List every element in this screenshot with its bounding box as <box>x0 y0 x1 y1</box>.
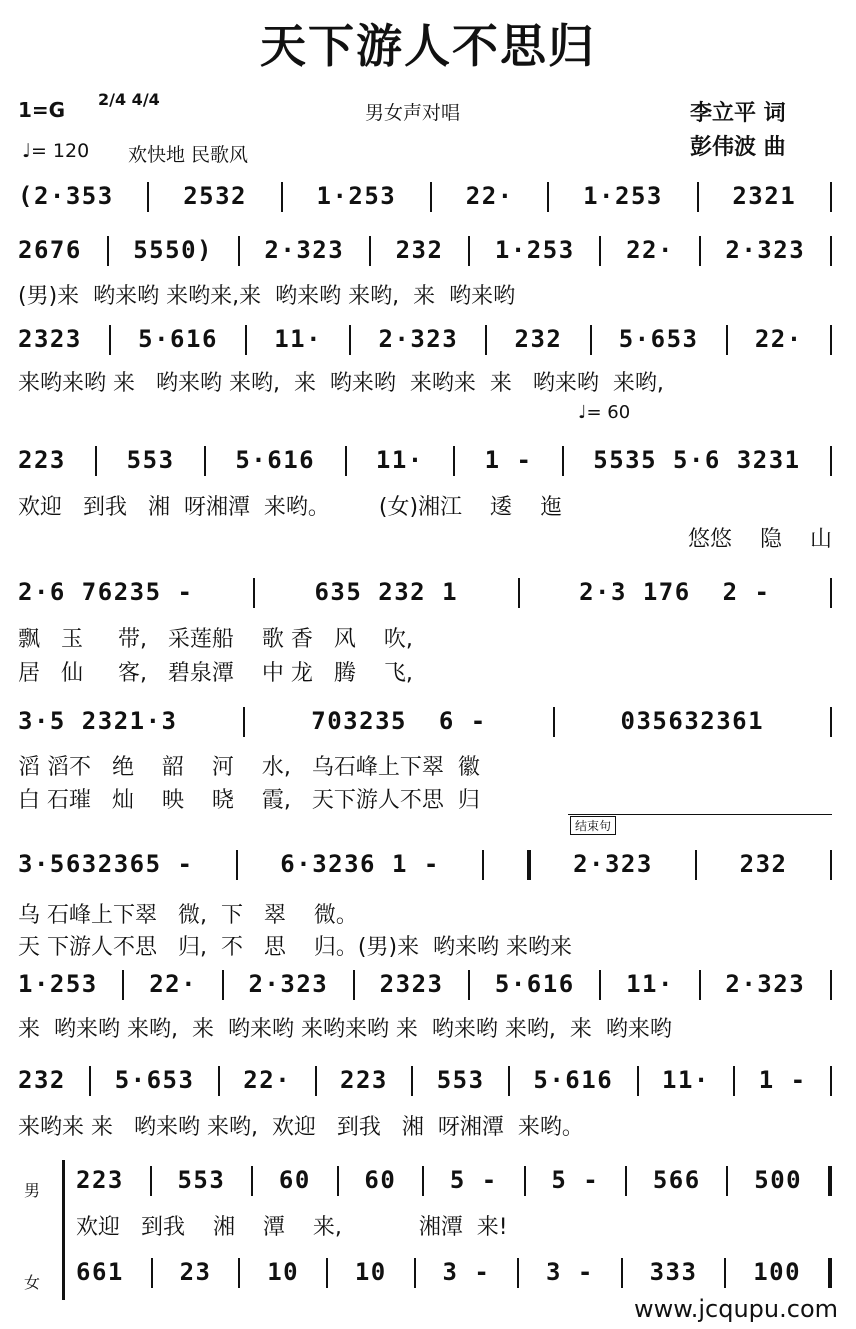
measure: 5·616 <box>235 446 316 474</box>
measure: 232 <box>395 236 444 264</box>
measure: 100 <box>753 1258 802 1286</box>
notation-row-4 <box>18 446 832 478</box>
lyric-line-verse2: 白 石璀 灿 映 晓 霞, 天下游人不思 归 <box>18 788 480 813</box>
measure: 2·3 176 2 - <box>579 578 771 606</box>
lyric-line: 来 哟来哟 来哟, 来 哟来哟 来哟来哟 来 哟来哟 来哟, 来 哟来哟 <box>18 1017 672 1042</box>
measure: 635 232 1 <box>314 578 459 606</box>
measure: 1·253 <box>583 182 663 210</box>
measure: 3·5 2321·3 <box>18 707 178 735</box>
lyric-line: 欢迎 到我 湘 呀湘潭 来哟。 (女)湘江 逶 迤 <box>18 495 562 520</box>
measure: 553 <box>126 446 175 474</box>
lyric-line: 乌 石峰上下翠 微, 下 翠 微。 <box>18 903 358 928</box>
measure: 3·5632365 - <box>18 850 194 878</box>
notation-row-female <box>76 1258 832 1290</box>
system-bracket <box>62 1160 65 1300</box>
measure: 10 <box>354 1258 387 1286</box>
measure: 661 <box>76 1258 124 1286</box>
measure: 2·323 <box>725 236 806 264</box>
notation-row-male <box>76 1166 832 1198</box>
measure: 232 <box>18 1066 66 1094</box>
measure: 11· <box>274 325 323 353</box>
measure: 1 - <box>758 1066 807 1094</box>
measure: 553 <box>436 1066 485 1094</box>
measure: 6·3236 1 - <box>280 850 440 878</box>
measure: 2321 <box>732 182 797 210</box>
measure: 232 <box>739 850 788 878</box>
lyric-line: 来哟来哟 来 哟来哟 来哟, 来 哟来哟 来哟来 来 哟来哟 来哟, <box>18 371 664 396</box>
tempo-marking: ♩= 120 <box>22 140 90 162</box>
measure: 5550) <box>133 236 213 264</box>
measure: 566 <box>652 1166 701 1194</box>
lyric-line-verse2: 天 下游人不思 归, 不 思 归。(男)来 哟来哟 来哟来 <box>18 935 573 960</box>
measure: 232 <box>514 325 563 353</box>
notation-row-8 <box>18 970 832 1002</box>
measure: 11· <box>662 1066 710 1094</box>
notation-row-2 <box>18 236 832 268</box>
measure: 22· <box>626 236 674 264</box>
measure: 1·253 <box>18 970 98 998</box>
measure: 2676 <box>18 236 82 264</box>
measure: 5·653 <box>114 1066 195 1094</box>
measure: 22· <box>243 1066 292 1094</box>
part-label-female: 女 <box>24 1273 41 1292</box>
tempo-change: ♩= 60 <box>578 402 631 423</box>
measure: 22· <box>465 182 514 210</box>
lyric-line: (男)来 哟来哟 来哟来,来 哟来哟 来哟, 来 哟来哟 <box>18 284 516 309</box>
notation-row-3 <box>18 325 832 357</box>
measure: 333 <box>649 1258 698 1286</box>
measure: 5·616 <box>533 1066 614 1094</box>
ending-label: 结束句 <box>570 816 616 835</box>
measure: 60 <box>278 1166 311 1194</box>
watermark: www.jcqupu.com <box>634 1295 838 1323</box>
measure: 3 - <box>546 1258 594 1286</box>
lyric-line-verse2: 悠悠 隐 山 <box>688 527 832 552</box>
key-signature: 1=G <box>18 98 66 122</box>
measure: 22· <box>754 325 803 353</box>
measure: 2·323 <box>378 325 459 353</box>
measure: 2·323 <box>248 970 329 998</box>
lyric-line: 飘 玉 带, 采莲船 歌 香 风 吹, <box>18 627 413 652</box>
measure: 1·253 <box>494 236 575 264</box>
measure: 553 <box>177 1166 226 1194</box>
measure: 5·616 <box>494 970 575 998</box>
measure: 3 - <box>442 1258 491 1286</box>
measure: 2·6 76235 - <box>18 578 194 606</box>
time-signature: 2/4 4/4 <box>98 90 160 109</box>
measure: 22· <box>149 970 198 998</box>
measure: 5 - <box>449 1166 498 1194</box>
measure: 2·323 <box>725 970 806 998</box>
lyric-line-male: 欢迎 到我 湘 潭 来, 湘潭 来! <box>76 1215 508 1240</box>
measure: 500 <box>754 1166 803 1194</box>
measure: 23 <box>179 1258 212 1286</box>
measure: 223 <box>18 446 66 474</box>
measure: 2532 <box>183 182 247 210</box>
lyric-line: 滔 滔不 绝 韶 河 水, 乌石峰上下翠 徽 <box>18 755 480 780</box>
page-title: 天下游人不思归 <box>260 19 596 73</box>
measure: 1 - <box>484 446 533 474</box>
lyricist: 李立平 词 <box>690 101 786 126</box>
measure: 223 <box>340 1066 388 1094</box>
measure: 5535 5·6 3231 <box>593 446 801 474</box>
measure: 5·616 <box>138 325 218 353</box>
notation-row-6 <box>18 707 832 739</box>
measure: 703235 6 - <box>311 707 487 735</box>
notation-row-9 <box>18 1066 832 1098</box>
notation-row-1 <box>18 182 832 214</box>
measure: 2323 <box>379 970 444 998</box>
measure: 60 <box>364 1166 397 1194</box>
measure: 2·323 <box>264 236 345 264</box>
composer: 彭伟波 曲 <box>690 135 786 160</box>
measure: 11· <box>626 970 674 998</box>
measure: 1·253 <box>316 182 397 210</box>
lyric-line-verse2: 居 仙 客, 碧泉潭 中 龙 腾 飞, <box>18 661 413 686</box>
measure: 2·323 <box>573 850 653 878</box>
measure: (2·353 <box>18 182 114 210</box>
style-marking: 欢快地 民歌风 <box>128 144 249 166</box>
measure: 5·653 <box>618 325 699 353</box>
performers: 男女声对唱 <box>365 102 461 124</box>
measure: 035632361 <box>620 707 765 735</box>
measure: 2323 <box>18 325 82 353</box>
measure: 10 <box>267 1258 300 1286</box>
measure: 11· <box>375 446 424 474</box>
lyric-line: 来哟来 来 哟来哟 来哟, 欢迎 到我 湘 呀湘潭 来哟。 <box>18 1115 584 1140</box>
part-label-male: 男 <box>24 1181 41 1200</box>
measure: 223 <box>76 1166 124 1194</box>
measure: 5 - <box>551 1166 600 1194</box>
notation-row-7 <box>18 850 832 882</box>
notation-row-5 <box>18 578 832 610</box>
